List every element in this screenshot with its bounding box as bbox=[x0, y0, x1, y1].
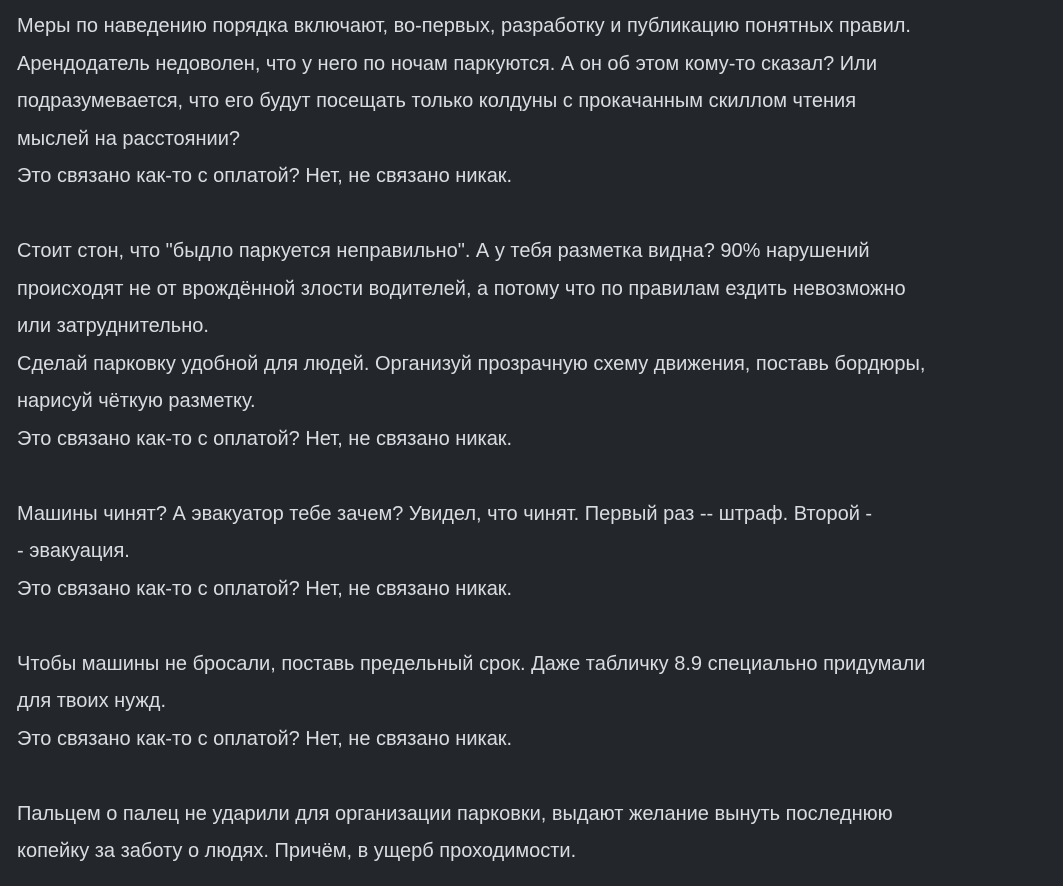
text-line: Сделай парковку удобной для людей. Организуй прозрачную схему движения, поставь бордюры, bbox=[17, 352, 926, 375]
text-line: копейку за заботу о людях. Причём, в ущерб проходимости. bbox=[17, 840, 577, 862]
text-line: Стоит стон, что "быдло паркуется неправильно". А у тебя разметка видна? 90% нарушений bbox=[17, 240, 870, 262]
text-line: Это связано как-то с оплатой? Нет, не связано никак. bbox=[17, 427, 513, 450]
text-line: Машины чинят? А эвакуатор тебе зачем? Увидел, что чинят. Первый раз -- штраф. Второй - bbox=[17, 502, 873, 525]
text-line: Это связано как-то с оплатой? Нет, не связано никак. bbox=[17, 165, 513, 187]
text-line: Пальцем о палец не ударили для организации парковки, выдают желание вынуть последнюю bbox=[17, 802, 893, 825]
text-line: Это связано как-то с оплатой? Нет, не связано никак. bbox=[17, 727, 513, 750]
text-line: мыслей на расстоянии? bbox=[17, 127, 241, 150]
post-body bbox=[17, 8, 1057, 871]
text-line: Чтобы машины не бросали, поставь предельный срок. Даже табличку 8.9 специально придумали bbox=[17, 652, 926, 675]
text-line: нарисуй чёткую разметку. bbox=[17, 390, 256, 412]
text-line: происходят не от врождённой злости водителей, а потому что по правилам ездить невозможно bbox=[17, 277, 906, 300]
paragraph-gap bbox=[17, 196, 1057, 234]
paragraph-gap bbox=[17, 758, 1057, 796]
text-line: Меры по наведению порядка включают, во-первых, разработку и публикацию понятных правил. bbox=[17, 15, 911, 37]
text-line: для твоих нужд. bbox=[17, 690, 167, 712]
text-line: Арендодатель недоволен, что у него по ночам паркуются. А он об этом кому-то сказал? Или bbox=[17, 52, 877, 75]
text-line: подразумевается, что его будут посещать только колдуны с прокачанным скиллом чтения bbox=[17, 90, 857, 112]
text-line: - эвакуация. bbox=[17, 540, 130, 562]
text-line: или затруднительно. bbox=[17, 315, 209, 337]
paragraph-gap bbox=[17, 608, 1057, 646]
text-line: Это связано как-то с оплатой? Нет, не связано никак. bbox=[17, 577, 513, 600]
paragraph-gap bbox=[17, 458, 1057, 496]
